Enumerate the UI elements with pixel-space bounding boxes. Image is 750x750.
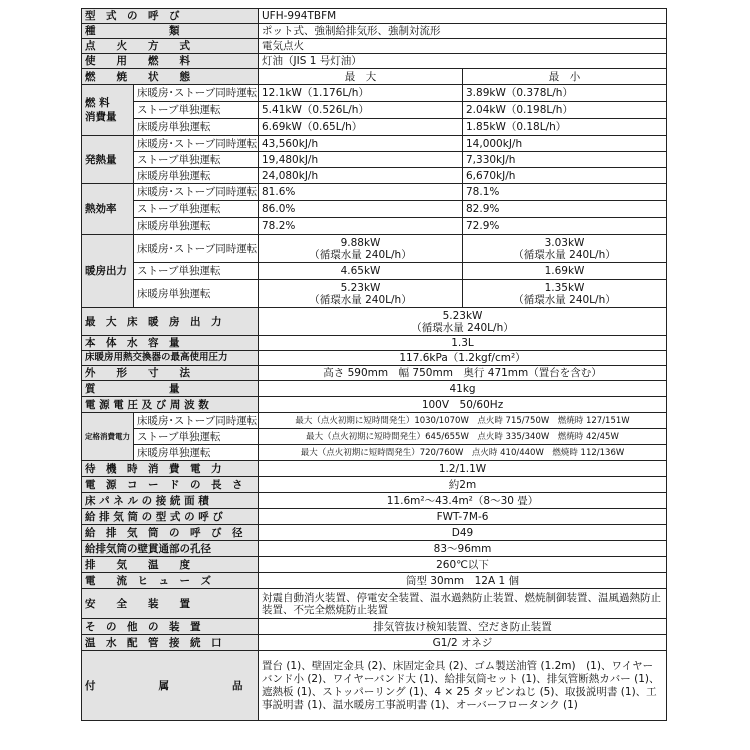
type-value: ポット式、強制給排気形、強制対流形 bbox=[259, 24, 667, 39]
model-label: 型 式 の 呼 び bbox=[82, 9, 259, 24]
rated-row bbox=[82, 445, 667, 461]
ignition-label: 点 火 方 式 bbox=[82, 39, 259, 54]
row-exhaust bbox=[82, 557, 667, 573]
type-label: 種 類 bbox=[82, 24, 259, 39]
safety-value: 対震自動消火装置、停電安全装置、温水過熱防止装置、燃焼制御装置、温風過熱防止装置、不完全燃焼防止装置 bbox=[259, 589, 667, 619]
row-fuse bbox=[82, 573, 667, 589]
flue-model-value: FWT-7M-6 bbox=[259, 509, 667, 525]
row-flue-dia bbox=[82, 525, 667, 541]
consumption-row bbox=[82, 102, 667, 119]
cord-label: 電 源 コ ー ド の 長 さ bbox=[82, 477, 259, 493]
output-max: 9.88kW （循環水量 240L/h） bbox=[259, 235, 463, 263]
consumption-min: 3.89kW（0.378L/h） bbox=[463, 85, 667, 102]
efficiency-min: 72.9% bbox=[463, 218, 667, 235]
consumption-min: 2.04kW（0.198L/h） bbox=[463, 102, 667, 119]
output-row bbox=[82, 235, 667, 263]
row-accessories bbox=[82, 651, 667, 721]
row-pipe bbox=[82, 635, 667, 651]
mode-stove: ストーブ単独運転 bbox=[134, 102, 259, 119]
row-model bbox=[82, 9, 667, 24]
row-size bbox=[82, 366, 667, 381]
efficiency-row bbox=[82, 218, 667, 235]
row-hole bbox=[82, 541, 667, 557]
consumption-row bbox=[82, 119, 667, 136]
fuse-label: 電 流 ヒ ュ ー ズ bbox=[82, 573, 259, 589]
row-other bbox=[82, 619, 667, 635]
consumption-row bbox=[82, 85, 667, 102]
rated-mode: ストーブ単独運転 bbox=[134, 429, 259, 445]
heat-max: 43,560kJ/h bbox=[259, 136, 463, 152]
row-pressure bbox=[82, 351, 667, 366]
power-label: 電 源 電 圧 及 び 周 波 数 bbox=[82, 397, 259, 413]
pressure-label: 床暖房用熱交換器の最高使用圧力 bbox=[82, 351, 259, 366]
output-label: 暖房出力 bbox=[82, 235, 134, 308]
heat-row bbox=[82, 136, 667, 152]
accessories-value: 置台 (1)、壁固定金具 (2)、床固定金具 (2)、ゴム製送油管 (1.2m) (1)、ワイヤーバンド小 (2)、ワイヤーバンド大 (1)、給排気筒セット (1)、排気管断熱カバー (1)、遮熱板 (1)、ストッパーリング (1)、4 × 25 タッピンねじ (5)、取扱説明書 (1)、工事説明書 (1)、温水暖房工事説明書 (1)、オーバーフロータンク (1) bbox=[259, 651, 667, 721]
mode-floor: 床暖房単独運転 bbox=[134, 280, 259, 308]
rated-row bbox=[82, 429, 667, 445]
row-type bbox=[82, 24, 667, 39]
size-label: 外 形 寸 法 bbox=[82, 366, 259, 381]
flue-dia-label: 給 排 気 筒 の 呼 び 径 bbox=[82, 525, 259, 541]
flue-model-label: 給 排 気 筒 の 型 式 の 呼 び bbox=[82, 509, 259, 525]
fuel-label: 使 用 燃 料 bbox=[82, 54, 259, 69]
state-max: 最 大 bbox=[259, 69, 463, 85]
efficiency-max: 86.0% bbox=[259, 201, 463, 218]
mode-both: 床暖房･ストーブ同時運転 bbox=[134, 85, 259, 102]
heat-max: 19,480kJ/h bbox=[259, 152, 463, 168]
efficiency-max: 81.6% bbox=[259, 184, 463, 201]
size-value: 高さ 590mm 幅 750mm 奥行 471mm（置台を含む） bbox=[259, 366, 667, 381]
row-flue-model bbox=[82, 509, 667, 525]
fuel-value: 灯油（JIS 1 号灯油） bbox=[259, 54, 667, 69]
consumption-max: 5.41kW（0.526L/h） bbox=[259, 102, 463, 119]
accessories-label: 付 属 品 bbox=[82, 651, 259, 721]
efficiency-min: 78.1% bbox=[463, 184, 667, 201]
efficiency-max: 78.2% bbox=[259, 218, 463, 235]
heat-min: 7,330kJ/h bbox=[463, 152, 667, 168]
row-cord bbox=[82, 477, 667, 493]
exhaust-label: 排 気 温 度 bbox=[82, 557, 259, 573]
output-row bbox=[82, 280, 667, 308]
row-standby bbox=[82, 461, 667, 477]
fuse-value: 筒型 30mm 12A 1 個 bbox=[259, 573, 667, 589]
mode-both: 床暖房･ストーブ同時運転 bbox=[134, 235, 259, 263]
power-value: 100V 50/60Hz bbox=[259, 397, 667, 413]
output-min: 1.69kW bbox=[463, 263, 667, 280]
row-panel bbox=[82, 493, 667, 509]
panel-label: 床 パ ネ ル の 接 続 面 積 bbox=[82, 493, 259, 509]
heat-min: 14,000kJ/h bbox=[463, 136, 667, 152]
other-label: そ の 他 の 装 置 bbox=[82, 619, 259, 635]
heat-label: 発熱量 bbox=[82, 136, 134, 184]
mode-both: 床暖房･ストーブ同時運転 bbox=[134, 136, 259, 152]
hole-value: 83～96mm bbox=[259, 541, 667, 557]
row-safety bbox=[82, 589, 667, 619]
mode-floor: 床暖房単独運転 bbox=[134, 119, 259, 136]
state-min: 最 小 bbox=[463, 69, 667, 85]
efficiency-row bbox=[82, 201, 667, 218]
efficiency-row bbox=[82, 184, 667, 201]
standby-label: 待 機 時 消 費 電 力 bbox=[82, 461, 259, 477]
rated-row bbox=[82, 413, 667, 429]
flue-dia-value: D49 bbox=[259, 525, 667, 541]
hole-label: 給排気筒の壁貫通部の孔径 bbox=[82, 541, 259, 557]
other-value: 排気管抜け検知装置、空だき防止装置 bbox=[259, 619, 667, 635]
row-ignition bbox=[82, 39, 667, 54]
mode-stove: ストーブ単独運転 bbox=[134, 201, 259, 218]
output-max: 5.23kW （循環水量 240L/h） bbox=[259, 280, 463, 308]
mass-label: 質 量 bbox=[82, 381, 259, 397]
efficiency-min: 82.9% bbox=[463, 201, 667, 218]
heat-row bbox=[82, 152, 667, 168]
pressure-value: 117.6kPa（1.2kgf/cm²） bbox=[259, 351, 667, 366]
heat-max: 24,080kJ/h bbox=[259, 168, 463, 184]
row-mass bbox=[82, 381, 667, 397]
mode-both: 床暖房･ストーブ同時運転 bbox=[134, 184, 259, 201]
water-value: 1.3L bbox=[259, 336, 667, 351]
standby-value: 1.2/1.1W bbox=[259, 461, 667, 477]
pipe-value: G1/2 オネジ bbox=[259, 635, 667, 651]
rated-value: 最大（点火初期に短時間発生）720/760W 点火時 410/440W 燃焼時 112/136W bbox=[259, 445, 667, 461]
rated-label: 定格消費電力 bbox=[82, 413, 134, 461]
row-fuel bbox=[82, 54, 667, 69]
consumption-min: 1.85kW（0.18L/h） bbox=[463, 119, 667, 136]
consumption-max: 6.69kW（0.65L/h） bbox=[259, 119, 463, 136]
row-water bbox=[82, 336, 667, 351]
consumption-max: 12.1kW（1.176L/h） bbox=[259, 85, 463, 102]
mode-floor: 床暖房単独運転 bbox=[134, 168, 259, 184]
floor-max-label: 最 大 床 暖 房 出 力 bbox=[82, 308, 259, 336]
mode-floor: 床暖房単独運転 bbox=[134, 218, 259, 235]
mass-value: 41kg bbox=[259, 381, 667, 397]
output-min: 1.35kW （循環水量 240L/h） bbox=[463, 280, 667, 308]
efficiency-label: 熱効率 bbox=[82, 184, 134, 235]
row-floor-max bbox=[82, 308, 667, 336]
exhaust-value: 260℃以下 bbox=[259, 557, 667, 573]
safety-label: 安 全 装 置 bbox=[82, 589, 259, 619]
rated-value: 最大（点火初期に短時間発生）1030/1070W 点火時 715/750W 燃焼時 127/151W bbox=[259, 413, 667, 429]
rated-mode: 床暖房･ストーブ同時運転 bbox=[134, 413, 259, 429]
row-state bbox=[82, 69, 667, 85]
output-max: 4.65kW bbox=[259, 263, 463, 280]
spec-sheet bbox=[81, 8, 666, 721]
rated-mode: 床暖房単独運転 bbox=[134, 445, 259, 461]
mode-stove: ストーブ単独運転 bbox=[134, 263, 259, 280]
output-min: 3.03kW （循環水量 240L/h） bbox=[463, 235, 667, 263]
rated-value: 最大（点火初期に短時間発生）645/655W 点火時 335/340W 燃焼時 42/45W bbox=[259, 429, 667, 445]
floor-max-value: 5.23kW （循環水量 240L/h） bbox=[259, 308, 667, 336]
row-power bbox=[82, 397, 667, 413]
heat-min: 6,670kJ/h bbox=[463, 168, 667, 184]
output-row bbox=[82, 263, 667, 280]
cord-value: 約2m bbox=[259, 477, 667, 493]
heat-row bbox=[82, 168, 667, 184]
mode-stove: ストーブ単独運転 bbox=[134, 152, 259, 168]
panel-value: 11.6m²～43.4m²（8～30 畳） bbox=[259, 493, 667, 509]
spec-table bbox=[81, 8, 667, 721]
pipe-label: 温 水 配 管 接 続 口 bbox=[82, 635, 259, 651]
model-value: UFH-994TBFM bbox=[259, 9, 667, 24]
consumption-label: 燃 料 消費量 bbox=[82, 85, 134, 136]
ignition-value: 電気点火 bbox=[259, 39, 667, 54]
water-label: 本 体 水 容 量 bbox=[82, 336, 259, 351]
state-label: 燃 焼 状 態 bbox=[82, 69, 259, 85]
